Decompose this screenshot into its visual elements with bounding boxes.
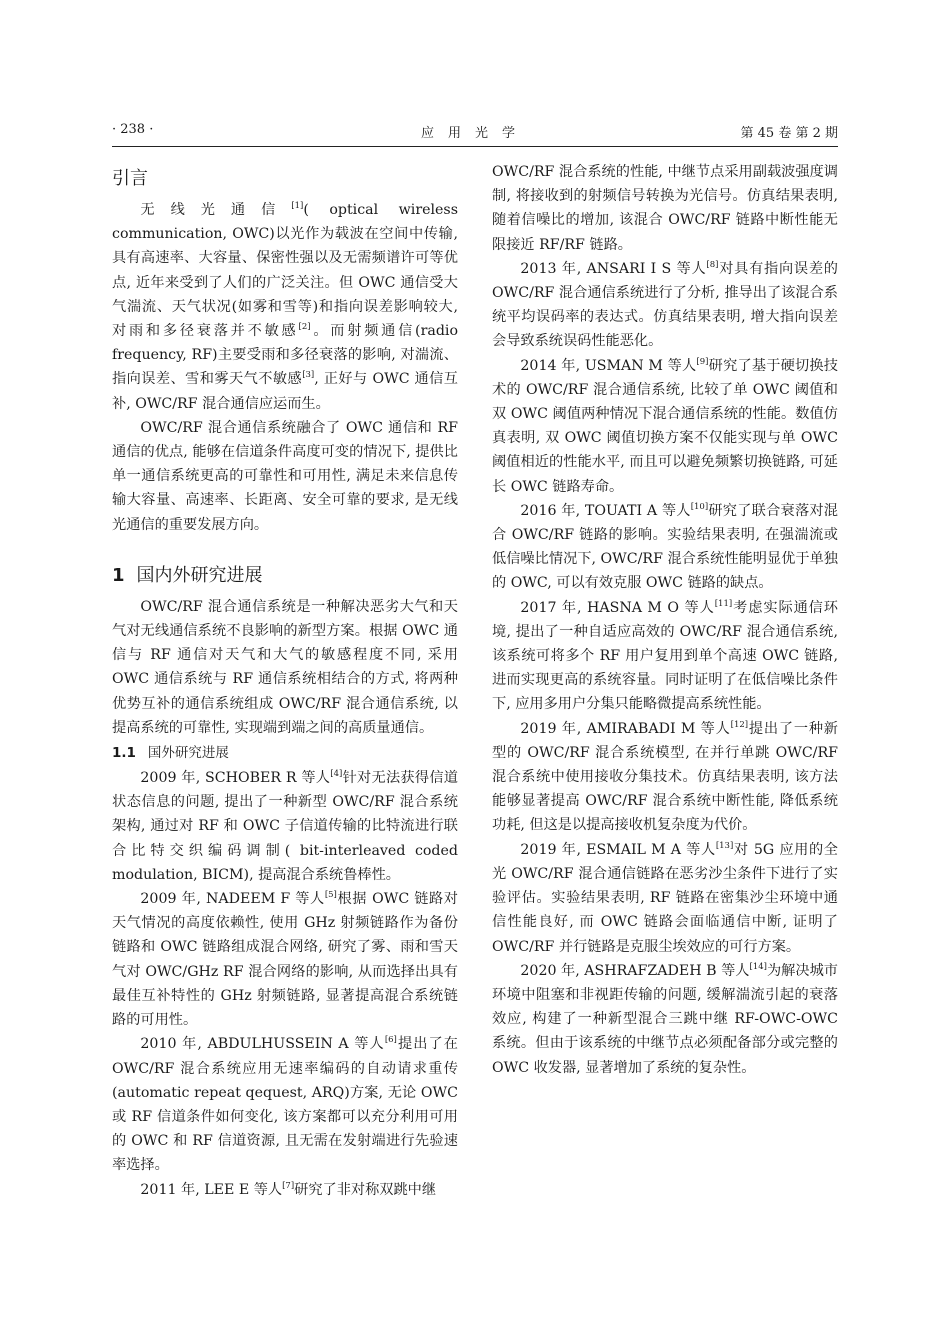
section-1-paragraph: OWC/RF 混合通信系统是一种解决恶劣大气和天气对无线通信系统不良影响的新型方案。根据 OWC 通信与 RF 通信对天气和大气的敏感程度不同, 采用 OWC 通信系统与 RF 通信系统相结合的方式, 将两种优势互补的通信系统组成 OWC/RF 混合通信系统, 以提高系统的可靠性, 实现端到端之间的高质量通信。 xyxy=(112,598,458,736)
intro-paragraph-2: OWC/RF 混合通信系统融合了 OWC 通信和 RF 通信的优点, 能够在信道条件高度可变的情况下, 提供比单一通信系统更高的可靠性和可用性, 满足未来信息传输大容量、高速率、长距离、安全可靠的要求, 是无线光通信的重要发展方向。 xyxy=(112,419,458,533)
subsection-title: 国外研究进展 xyxy=(147,745,229,762)
subsection-number: 1.1 xyxy=(112,745,136,762)
section-title: 国内外研究进展 xyxy=(136,564,263,586)
paragraph-touati: 2016 年, TOUATI A 等人[10]研究了联合衰落对混合 OWC/RF 链路的影响。实验结果表明, 在强湍流或低信噪比情况下, OWC/RF 混合系统性能明显优于单独的 OWC, 可以有效克服 OWC 链路的缺点。 xyxy=(492,501,838,592)
citation-ref[interactable]: [13] xyxy=(715,840,734,851)
paragraph-lee: 2011 年, LEE E 等人[7]研究了非对称双跳中继 xyxy=(140,1180,437,1198)
citation-ref[interactable]: [8] xyxy=(706,259,719,270)
paragraph-ansari: 2013 年, ANSARI I S 等人[8]对具有指向误差的 OWC/RF 混合通信系统进行了分析, 推导出了该混合系统平均误码率的表达式。仿真结果表明, 增大指向误差会导致系统误码性能恶化。 xyxy=(492,259,838,350)
intro-heading: 引言 xyxy=(112,168,148,189)
citation-ref[interactable]: [4] xyxy=(330,769,343,780)
citation-ref[interactable]: [1] xyxy=(291,201,304,211)
section-1-heading xyxy=(112,559,458,593)
citation-ref[interactable]: [14] xyxy=(749,961,767,972)
subsection-1-1-heading xyxy=(112,740,458,766)
citation-ref[interactable]: [3] xyxy=(302,370,315,381)
citation-ref[interactable]: [9] xyxy=(696,356,709,367)
running-header xyxy=(112,122,838,144)
citation-ref[interactable]: [5] xyxy=(324,890,337,901)
paragraph-abdulhussein: 2010 年, ABDULHUSSEIN A 等人[6]提出了在 OWC/RF 混合系统应用无速率编码的自动请求重传(automatic repeat qequest, ARQ)方案, 无论 OWC 或 RF 信道条件如何变化, 该方案都可以充分利用可用的 OWC 和 RF 信道资源, 且无需在发射端进行先验速率选择。 xyxy=(112,1035,458,1174)
paragraph-amirabadi: 2019 年, AMIRABADI M 等人[12]提出了一种新型的 OWC/RF 混合系统模型, 在并行单跳 OWC/RF 混合系统中使用接收分集技术。仿真结果表明, 该方法能够显著提高 OWC/RF 混合系统中断性能, 降低系统功耗, 但这是以提高接收机复杂度为代价。 xyxy=(492,719,838,834)
volume-issue: 第 45 卷 第 2 期 xyxy=(740,126,838,141)
paragraph-nadeem: 2009 年, NADEEM F 等人[5]根据 OWC 链路对天气情况的高度依赖性, 使用 GHz 射频链路作为备份链路和 OWC 链路组成混合网络, 研究了雾、雨和雪天气对 OWC/GHz RF 混合网络的影响, 从而选择出具有最佳互补特性的 GHz 射频链路, 显著提高混合系统链路的可用性。 xyxy=(112,890,458,1029)
citation-ref[interactable]: [6] xyxy=(384,1035,397,1046)
header-rule xyxy=(112,146,838,147)
paragraph-ashrafzadeh: 2020 年, ASHRAFZADEH B 等人[14]为解决城市环境中阻塞和非视距传输的问题, 缓解湍流引起的衰落效应, 构建了一种新型混合三跳中继 RF-OWC-OWC 系统。但由于该系统的中继节点必须配备部分或完整的 OWC 收发器, 显著增加了系统的复杂性。 xyxy=(492,961,838,1076)
section-number: 1 xyxy=(112,564,125,586)
citation-ref[interactable]: [11] xyxy=(714,598,733,609)
left-column xyxy=(112,160,458,1202)
intro-paragraph-1: 无线光通信[1]( optical wireless communication, OWC)以光作为载波在空间中传输, 具有高速率、大容量、保密性强以及无需频谱许可等优点, 近年来受到了人们的广泛关注。但 OWC 通信受大气湍流、天气状况(如雾和雪等)和指向误差影响较大, 对雨和多径衰落并不敏感[2]。而射频通信(radio frequency, RF)主要受雨和多径衰落的影响, 对湍流、指向误差、雪和雾天气不敏感[3], 正好与 OWC 通信互补, OWC/RF 混合通信应运而生。 xyxy=(112,201,458,412)
citation-ref[interactable]: [10] xyxy=(690,501,709,512)
citation-ref[interactable]: [7] xyxy=(282,1180,295,1191)
citation-ref[interactable]: [2] xyxy=(298,322,311,333)
paragraph-hasna: 2017 年, HASNA M O 等人[11]考虑实际通信环境, 提出了一种自适应高效的 OWC/RF 混合通信系统, 该系统可将多个 RF 用户复用到单个高速 OWC 链路, 进而实现更高的系统容量。同时证明了在低信噪比条件下, 应用多用户分集只能略微提高系统性能。 xyxy=(492,598,838,713)
paragraph-lee-continued: OWC/RF 混合系统的性能, 中继节点采用副载波强度调制, 将接收到的射频信号转换为光信号。仿真结果表明, 随着信噪比的增加, 该混合 OWC/RF 链路中断性能无限接近 RF/RF 链路。 xyxy=(492,164,838,253)
paragraph-schober: 2009 年, SCHOBER R 等人[4]针对无法获得信道状态信息的问题, 提出了一种新型 OWC/RF 混合系统架构, 通过对 RF 和 OWC 子信道传输的比特流进行联合比特交织编码调制( bit-interleaved coded modulation, BICM), 提高混合系统鲁棒性。 xyxy=(112,769,458,883)
page-number: · 238 · xyxy=(112,122,154,137)
citation-ref[interactable]: [12] xyxy=(730,719,749,730)
paragraph-esmail: 2019 年, ESMAIL M A 等人[13]对 5G 应用的全光 OWC/RF 混合通信链路在恶劣沙尘条件下进行了实验评估。实验结果表明, RF 链路在密集沙尘环境中通信性能良好, 而 OWC 链路会面临通信中断, 证明了 OWC/RF 并行链路是克服尘埃效应的可行方案。 xyxy=(492,840,838,955)
right-column xyxy=(492,160,838,1080)
paragraph-usman: 2014 年, USMAN M 等人[9]研究了基于硬切换技术的 OWC/RF 混合通信系统, 比较了单 OWC 阈值和双 OWC 阈值两种情况下混合通信系统的性能。数值仿真表明, 双 OWC 阈值切换方案不仅能实现与单 OWC 阈值相近的性能水平, 而且可以避免频繁切换链路, 可延长 OWC 链路寿命。 xyxy=(492,356,838,495)
journal-name: 应用光学 xyxy=(420,126,529,141)
